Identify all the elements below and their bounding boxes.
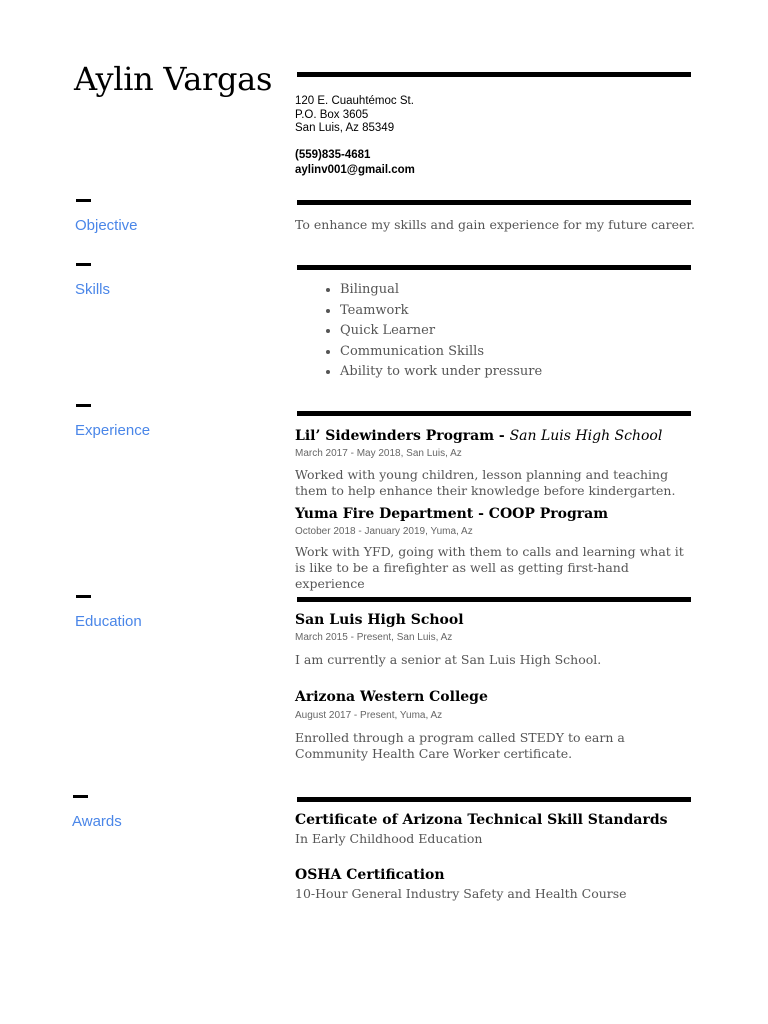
education-entry-description: Enrolled through a program called STEDY to earn a Community Health Care Worker certificate.: [295, 730, 625, 761]
award-title: OSHA Certification: [295, 867, 445, 883]
skill-item: • Communication Skills: [340, 342, 542, 363]
experience-entry-title: Yuma Fire Department - COOP Program: [295, 506, 609, 522]
experience-entry-title: [295, 428, 662, 444]
education-entry-title: Arizona Western College: [295, 689, 488, 705]
award-description: In Early Childhood Education: [295, 831, 483, 846]
experience-heading: Experience: [75, 422, 151, 439]
skill-item: • Quick Learner: [340, 321, 542, 342]
objective-text: To enhance my skills and gain experience for my future career.: [295, 217, 695, 232]
address-block: [295, 95, 414, 136]
objective-dash: [76, 199, 91, 202]
award-title: Certificate of Arizona Technical Skill Standards: [295, 812, 668, 828]
skill-item: • Teamwork: [340, 301, 542, 322]
award-description: 10-Hour General Industry Safety and Health Course: [295, 886, 627, 901]
experience-entry-meta: October 2018 - January 2019, Yuma, Az: [295, 526, 473, 537]
education-entry-title: San Luis High School: [295, 612, 464, 628]
experience-program: Lil’ Sidewinders Program: [295, 428, 495, 444]
education-divider: [297, 597, 691, 602]
education-entry-description: I am currently a senior at San Luis High School.: [295, 652, 602, 667]
awards-heading: Awards: [72, 813, 122, 830]
phone-number: (559)835-4681: [295, 149, 371, 161]
experience-organization: San Luis High School: [509, 428, 663, 444]
experience-entry-description: Work with YFD, going with them to calls and learning what it is like to be a firefighter as well as getting first-hand experience: [295, 544, 684, 591]
education-dash: [76, 595, 91, 598]
objective-heading: Objective: [75, 217, 138, 234]
skills-divider: [297, 265, 691, 270]
experience-entry-description: Worked with young children, lesson planning and teaching them to help enhance their knowledge before kindergarten.: [295, 467, 676, 498]
address-line-1: 120 E. Cuauhtémoc St.: [295, 95, 414, 107]
resume-name: Aylin Vargas: [74, 60, 273, 98]
education-heading: Education: [75, 613, 142, 630]
objective-divider: [297, 200, 691, 205]
awards-dash: [73, 795, 88, 798]
address-line-3: San Luis, Az 85349: [295, 122, 395, 134]
experience-dash: [76, 404, 91, 407]
email-address[interactable]: aylinv001@gmail.com: [295, 163, 415, 176]
header-divider: [297, 72, 691, 77]
skill-item: • Ability to work under pressure: [340, 362, 542, 383]
awards-divider: [297, 797, 691, 802]
education-entry-meta: August 2017 - Present, Yuma, Az: [295, 710, 443, 721]
skills-dash: [76, 263, 91, 266]
skills-heading: Skills: [75, 281, 111, 298]
contact-block: [295, 148, 415, 177]
title-separator: -: [494, 428, 510, 444]
skill-item: • Bilingual: [340, 280, 542, 301]
address-line-2: P.O. Box 3605: [295, 108, 369, 121]
education-entry-meta: March 2015 - Present, San Luis, Az: [295, 632, 453, 643]
experience-entry-meta: March 2017 - May 2018, San Luis, Az: [295, 448, 462, 459]
experience-divider: [297, 411, 691, 416]
skills-list: [295, 280, 542, 383]
